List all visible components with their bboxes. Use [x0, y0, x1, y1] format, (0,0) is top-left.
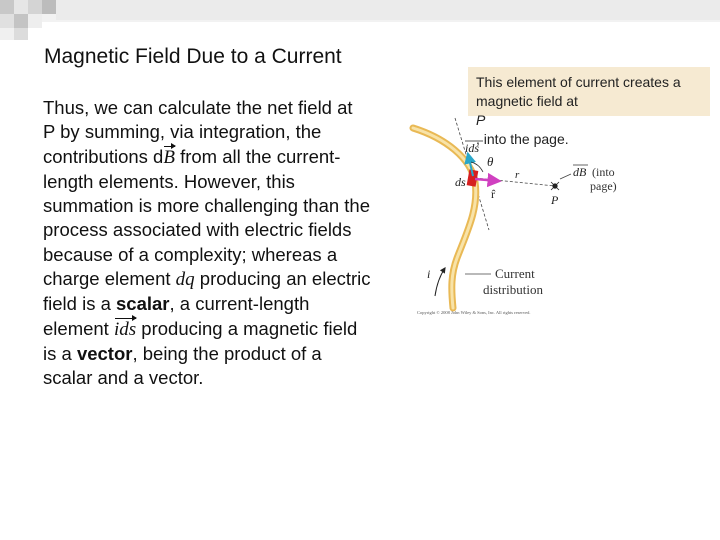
scalar-emphasis: scalar	[116, 293, 170, 315]
body-line	[43, 145, 413, 170]
slide-title: Magnetic Field Due to a Current	[44, 45, 342, 68]
label-current: Current	[495, 266, 535, 281]
slide-body-text	[43, 96, 413, 391]
current-wire	[413, 128, 476, 308]
label-dB: dB	[573, 165, 587, 179]
caption-line: This element of current creates a	[476, 74, 681, 90]
body-line	[43, 342, 413, 366]
body-line: scalar and a vector.	[43, 367, 204, 389]
label-rhat: r̂	[491, 187, 495, 201]
body-text-segment: charge element	[43, 268, 176, 290]
figure-caption	[468, 67, 710, 147]
body-text-segment: is a	[43, 342, 77, 364]
vector-ids-symbol: ids	[114, 318, 136, 342]
caption-point-P: P	[476, 112, 486, 128]
body-line: process associated with electric fields	[43, 219, 352, 241]
body-line	[43, 267, 413, 292]
label-page: page)	[590, 179, 617, 193]
body-line: because of a complexity; whereas a	[43, 243, 338, 265]
body-line	[43, 292, 413, 316]
label-P: P	[551, 193, 559, 207]
body-line	[43, 317, 413, 342]
label-theta: θ	[487, 154, 494, 169]
body-line: summation is more challenging than the	[43, 195, 371, 217]
label-distribution: distribution	[483, 282, 543, 297]
body-text-segment: , a current-length	[169, 293, 310, 315]
header-checker-decoration	[0, 0, 720, 40]
label-into: (into	[592, 165, 615, 179]
label-ids: ids	[465, 141, 480, 155]
current-element-figure	[405, 112, 720, 322]
caption-line: magnetic field at P , into the page.	[476, 93, 578, 147]
body-text-segment: element	[43, 317, 114, 339]
body-text-segment: producing an electric	[194, 268, 371, 290]
vector-emphasis: vector	[76, 342, 133, 364]
body-line: P by summing, via integration, the	[43, 121, 322, 143]
vector-dB-symbol: B	[163, 146, 175, 170]
body-line: Thus, we can calculate the net field at	[43, 97, 353, 118]
body-text-segment: producing a magnetic field	[136, 317, 358, 339]
rhat-vector-arrow	[475, 179, 499, 181]
label-r: r	[515, 169, 520, 181]
label-ds: ds	[455, 175, 466, 189]
dq-symbol: dq	[175, 269, 195, 291]
body-text-segment: contributions d	[43, 145, 164, 167]
body-text-segment: from all the current-	[174, 145, 341, 167]
body-text-segment: , being the product of a	[132, 342, 322, 364]
body-line: length elements. However, this	[43, 170, 295, 192]
current-direction-arrow	[435, 268, 445, 296]
body-text-segment: field is a	[43, 293, 117, 315]
label-i: i	[427, 267, 431, 281]
figure-copyright: Copyright © 2008 John Wiley & Sons, Inc. All rights reserved.	[417, 310, 531, 315]
